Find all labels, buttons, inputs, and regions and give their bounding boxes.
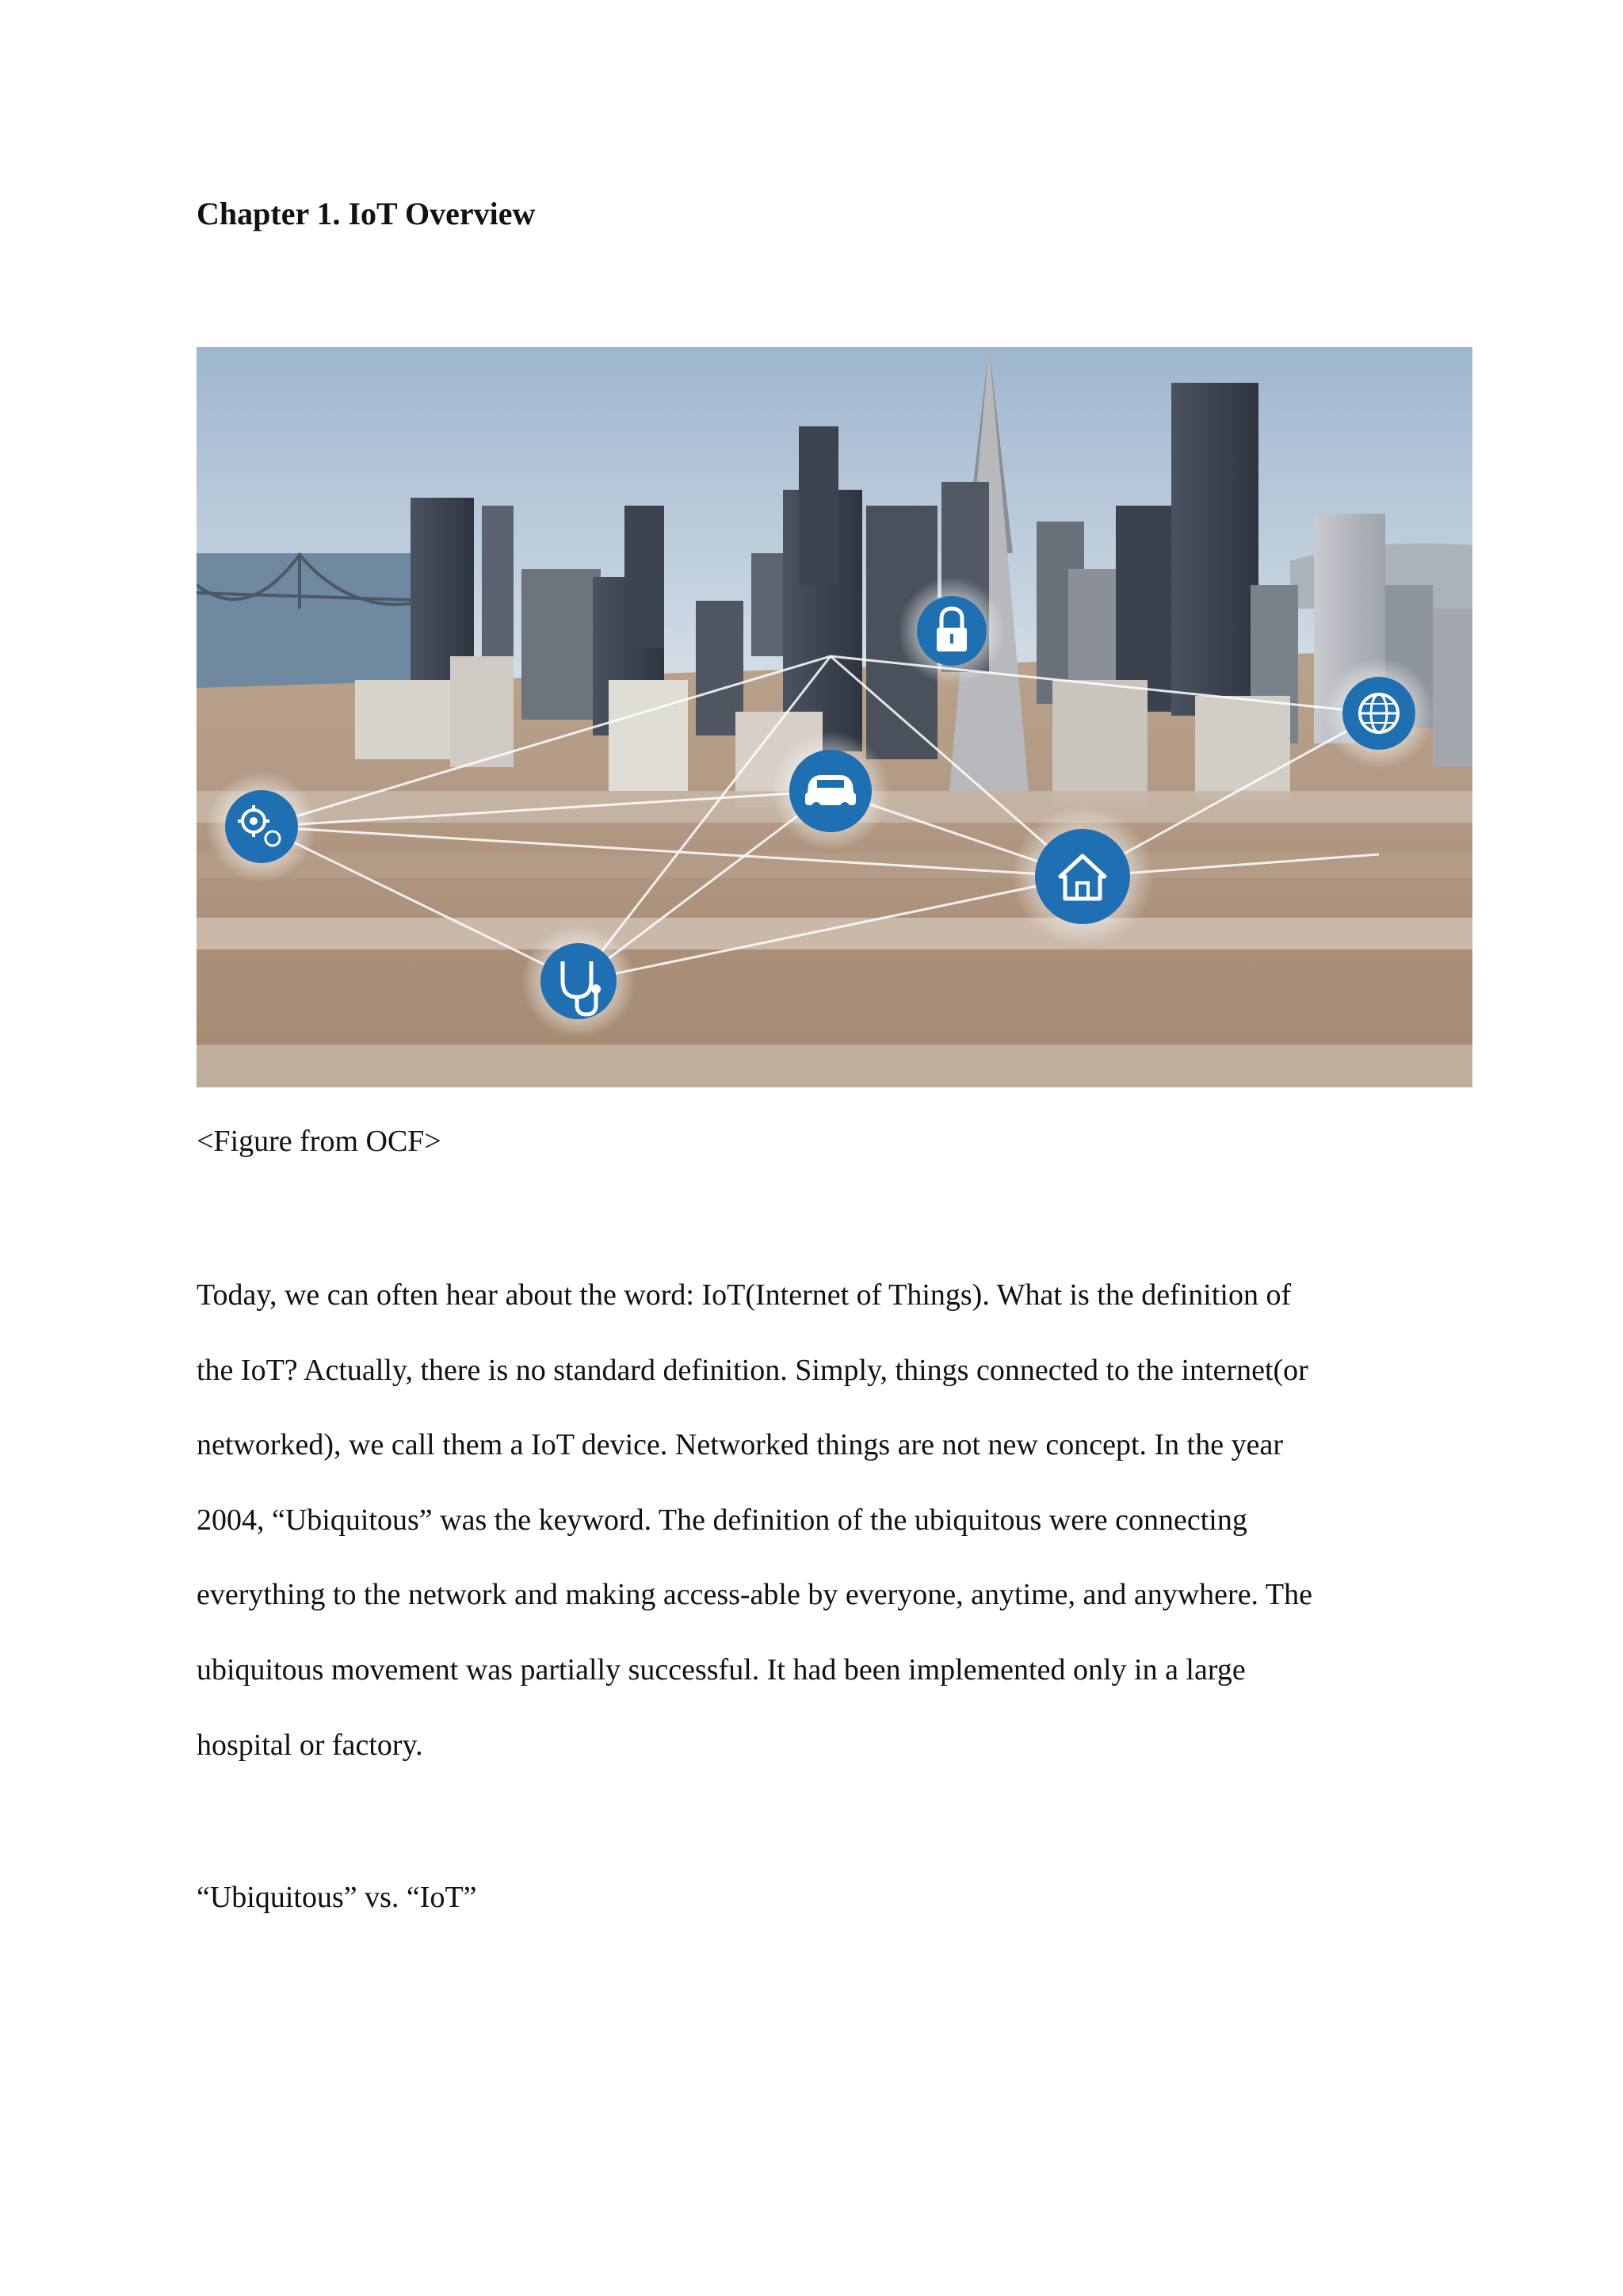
figure-caption: <Figure from OCF> [197, 1125, 441, 1158]
paragraph-line: hospital or factory. [197, 1729, 423, 1762]
iot-city-illustration [197, 347, 1472, 1087]
section-subheading: “Ubiquitous” vs. “IoT” [197, 1881, 477, 1914]
paragraph-line: the IoT? Actually, there is no standard definition. Simply, things connected to the internet(or [197, 1354, 1308, 1387]
chapter-title: Chapter 1. IoT Overview [197, 196, 536, 231]
paragraph-line: everything to the network and making access-able by everyone, anytime, and anywhere. The [197, 1578, 1312, 1611]
iot-city-figure [197, 347, 1472, 1087]
globe-icon [1323, 658, 1434, 769]
paragraph-line: networked), we call them a IoT device. Networked things are not new concept. In the year [197, 1428, 1283, 1461]
stethoscope-icon [521, 924, 636, 1038]
paragraph-line: Today, we can often hear about the word: IoT(Internet of Things). What is the definition of [197, 1278, 1292, 1312]
home-icon [1011, 805, 1154, 948]
car-icon [771, 732, 890, 850]
gear-icon [206, 771, 317, 882]
paragraph-line: ubiquitous movement was partially successful. It had been implemented only in a large [197, 1653, 1246, 1687]
paragraph-line: 2004, “Ubiquitous” was the keyword. The definition of the ubiquitous were connecting [197, 1503, 1247, 1537]
lock-icon [898, 577, 1006, 685]
